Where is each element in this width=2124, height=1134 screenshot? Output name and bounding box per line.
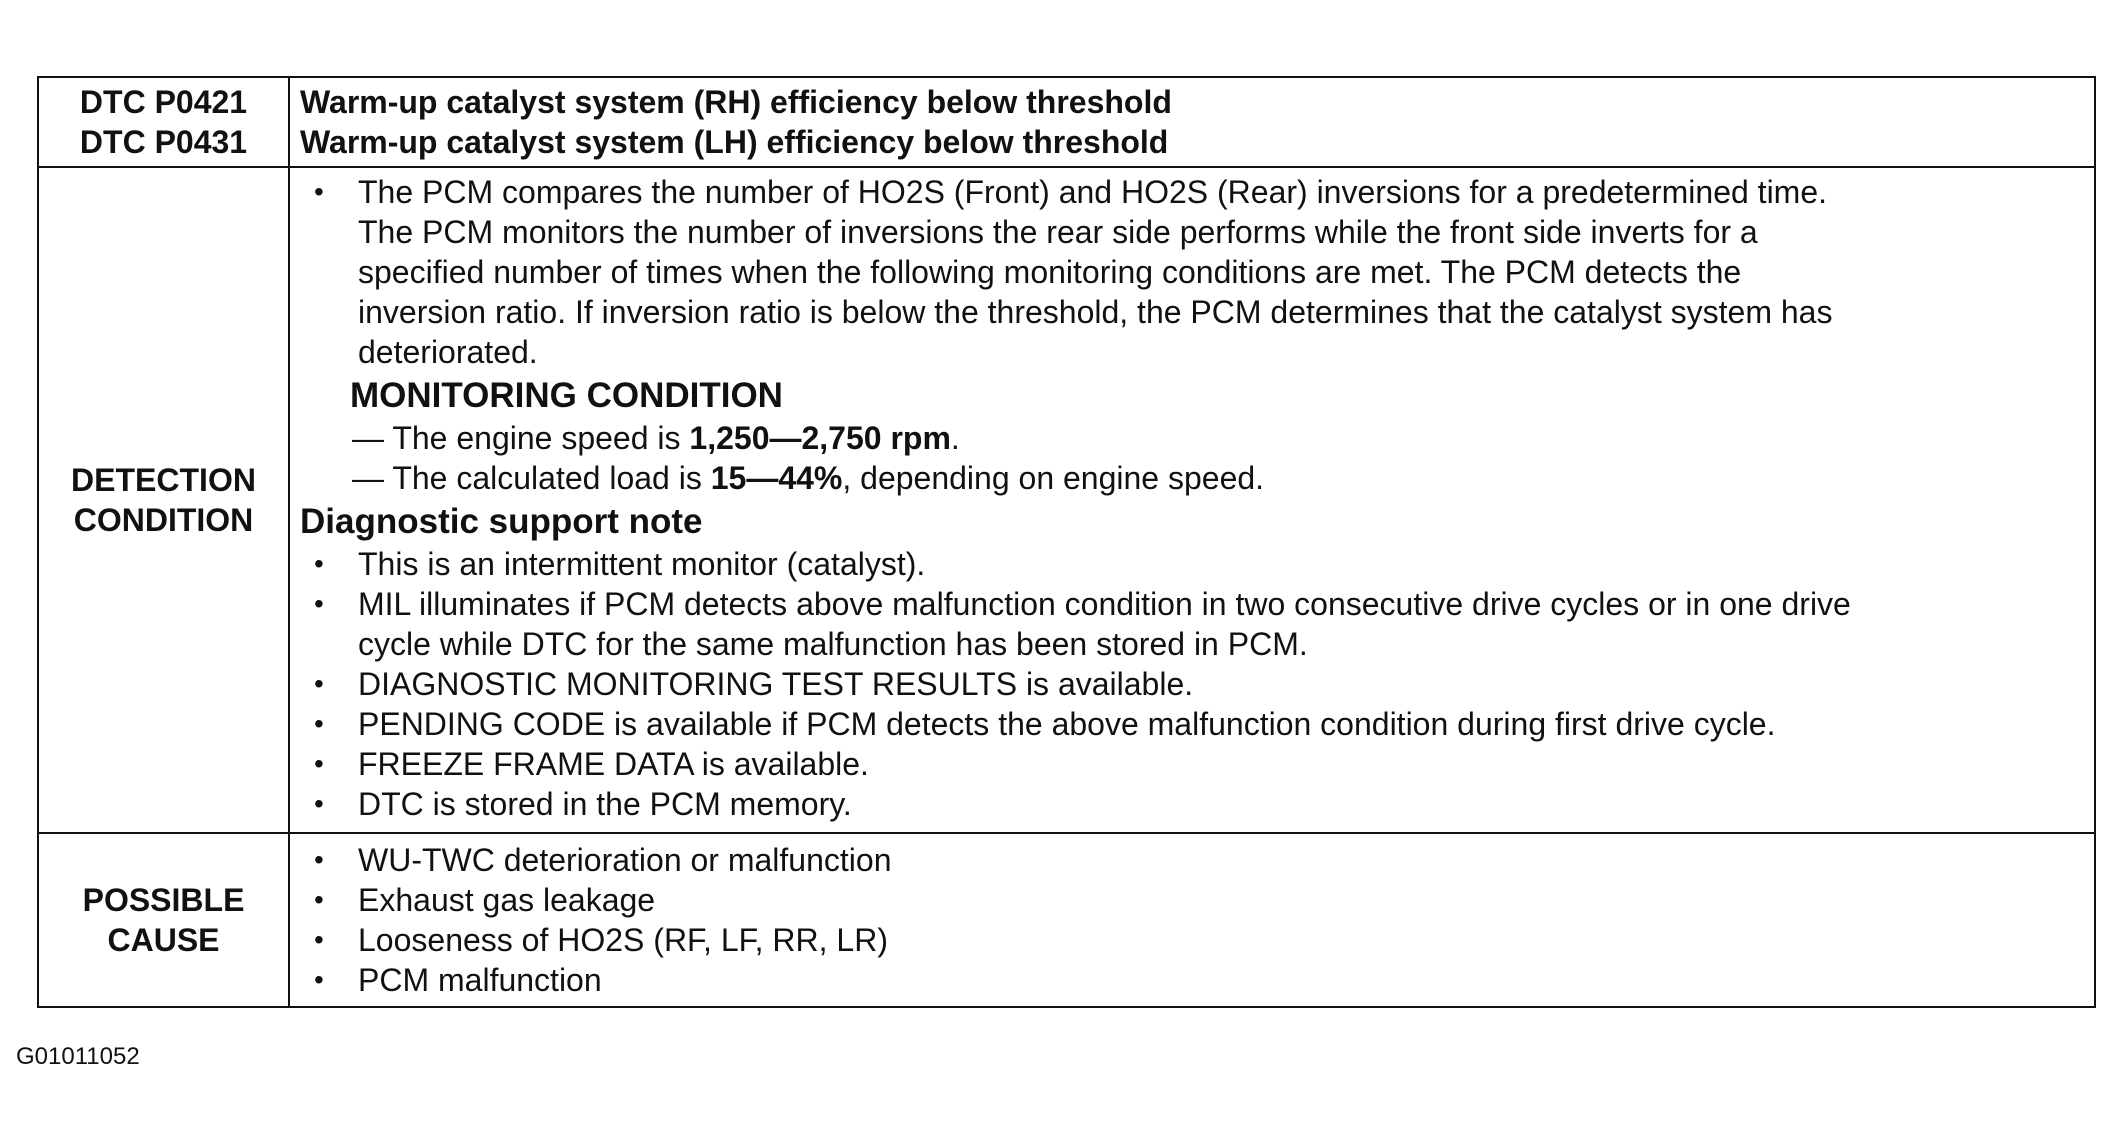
diagnostic-note — [300, 704, 2094, 744]
header-row — [38, 77, 2095, 167]
cause-text: WU-TWC deterioration or malfunction — [358, 842, 892, 878]
monitoring-item-value: 15—44% — [710, 460, 843, 496]
detection-label: CONDITION — [73, 502, 254, 538]
bullet-icon: • — [314, 844, 324, 875]
diagnostic-note — [300, 584, 2094, 664]
diagnostic-note — [300, 664, 2094, 704]
bullet-icon: • — [314, 708, 324, 739]
note-line: cycle while DTC for the same malfunction has been stored in PCM. — [358, 626, 1308, 662]
diagnostic-support-heading: Diagnostic support note — [300, 502, 703, 541]
description-line: deteriorated. — [358, 334, 538, 370]
diagnostic-note — [300, 784, 2094, 824]
possible-cause-label-cell — [38, 833, 289, 1007]
dtc-codes-cell — [38, 77, 289, 167]
dtc-titles-cell — [289, 77, 2095, 167]
dtc-title: Warm-up catalyst system (RH) efficiency below threshold — [300, 84, 1172, 120]
note-line: MIL illuminates if PCM detects above malfunction condition in two consecutive drive cycles or in one drive — [358, 586, 1851, 622]
note-line: This is an intermittent monitor (catalyst). — [358, 546, 926, 582]
monitoring-item-value: 1,250—2,750 rpm — [689, 420, 951, 456]
detection-row — [38, 167, 2095, 833]
bullet-icon: • — [314, 884, 324, 915]
cause-text: PCM malfunction — [358, 962, 602, 998]
possible-cause-row — [38, 833, 2095, 1007]
possible-cause-item — [300, 840, 2094, 880]
dtc-code: DTC P0431 — [79, 124, 248, 160]
cause-text: Looseness of HO2S (RF, LF, RR, LR) — [358, 922, 888, 958]
detection-label: DETECTION — [71, 462, 256, 498]
bullet-icon: • — [314, 748, 324, 779]
possible-cause-item — [300, 960, 2094, 1000]
bullet-icon: • — [314, 668, 324, 699]
bullet-icon: • — [314, 588, 324, 619]
description-line: The PCM compares the number of HO2S (Front) and HO2S (Rear) inversions for a predetermined time. — [358, 174, 1828, 210]
monitoring-condition-heading: MONITORING CONDITION — [350, 376, 783, 415]
figure-id: G01011052 — [16, 1043, 140, 1070]
diagnostic-notes-list — [300, 544, 2094, 824]
dtc-table — [37, 76, 2096, 1008]
possible-cause-item — [300, 920, 2094, 960]
monitoring-item-text: — The engine speed is — [352, 420, 690, 456]
diagnostic-note — [300, 544, 2094, 584]
description-line: The PCM monitors the number of inversions the rear side performs while the front side inverts for a — [358, 214, 1758, 250]
bullet-icon: • — [314, 788, 324, 819]
detection-description-list — [300, 172, 2094, 372]
diagnostic-note — [300, 744, 2094, 784]
detection-description — [300, 172, 2094, 372]
monitoring-item-text: — The calculated load is — [352, 460, 711, 496]
detection-content-cell — [289, 167, 2095, 833]
monitoring-item — [352, 418, 2094, 458]
note-line: PENDING CODE is available if PCM detects the above malfunction condition during first drive cycle. — [358, 706, 1776, 742]
dtc-code: DTC P0421 — [79, 84, 248, 120]
possible-cause-content-cell — [289, 833, 2095, 1007]
note-line: DIAGNOSTIC MONITORING TEST RESULTS is available. — [358, 666, 1194, 702]
bullet-icon: • — [314, 176, 324, 207]
note-line: DTC is stored in the PCM memory. — [358, 786, 852, 822]
bullet-icon: • — [314, 964, 324, 995]
monitoring-item-text: , depending on engine speed. — [842, 460, 1265, 496]
note-line: FREEZE FRAME DATA is available. — [358, 746, 869, 782]
possible-cause-label: POSSIBLE — [82, 882, 245, 918]
detection-label-cell — [38, 167, 289, 833]
description-line: specified number of times when the following monitoring conditions are met. The PCM detects the — [358, 254, 1742, 290]
dtc-title: Warm-up catalyst system (LH) efficiency below threshold — [300, 124, 1169, 160]
possible-cause-item — [300, 880, 2094, 920]
possible-cause-label: CAUSE — [107, 922, 220, 958]
bullet-icon: • — [314, 924, 324, 955]
cause-text: Exhaust gas leakage — [358, 882, 656, 918]
possible-cause-list — [300, 840, 2094, 1000]
monitoring-item-text: . — [950, 420, 960, 456]
monitoring-item — [352, 458, 2094, 498]
bullet-icon: • — [314, 548, 324, 579]
description-line: inversion ratio. If inversion ratio is below the threshold, the PCM determines that the catalyst system has — [358, 294, 1833, 330]
